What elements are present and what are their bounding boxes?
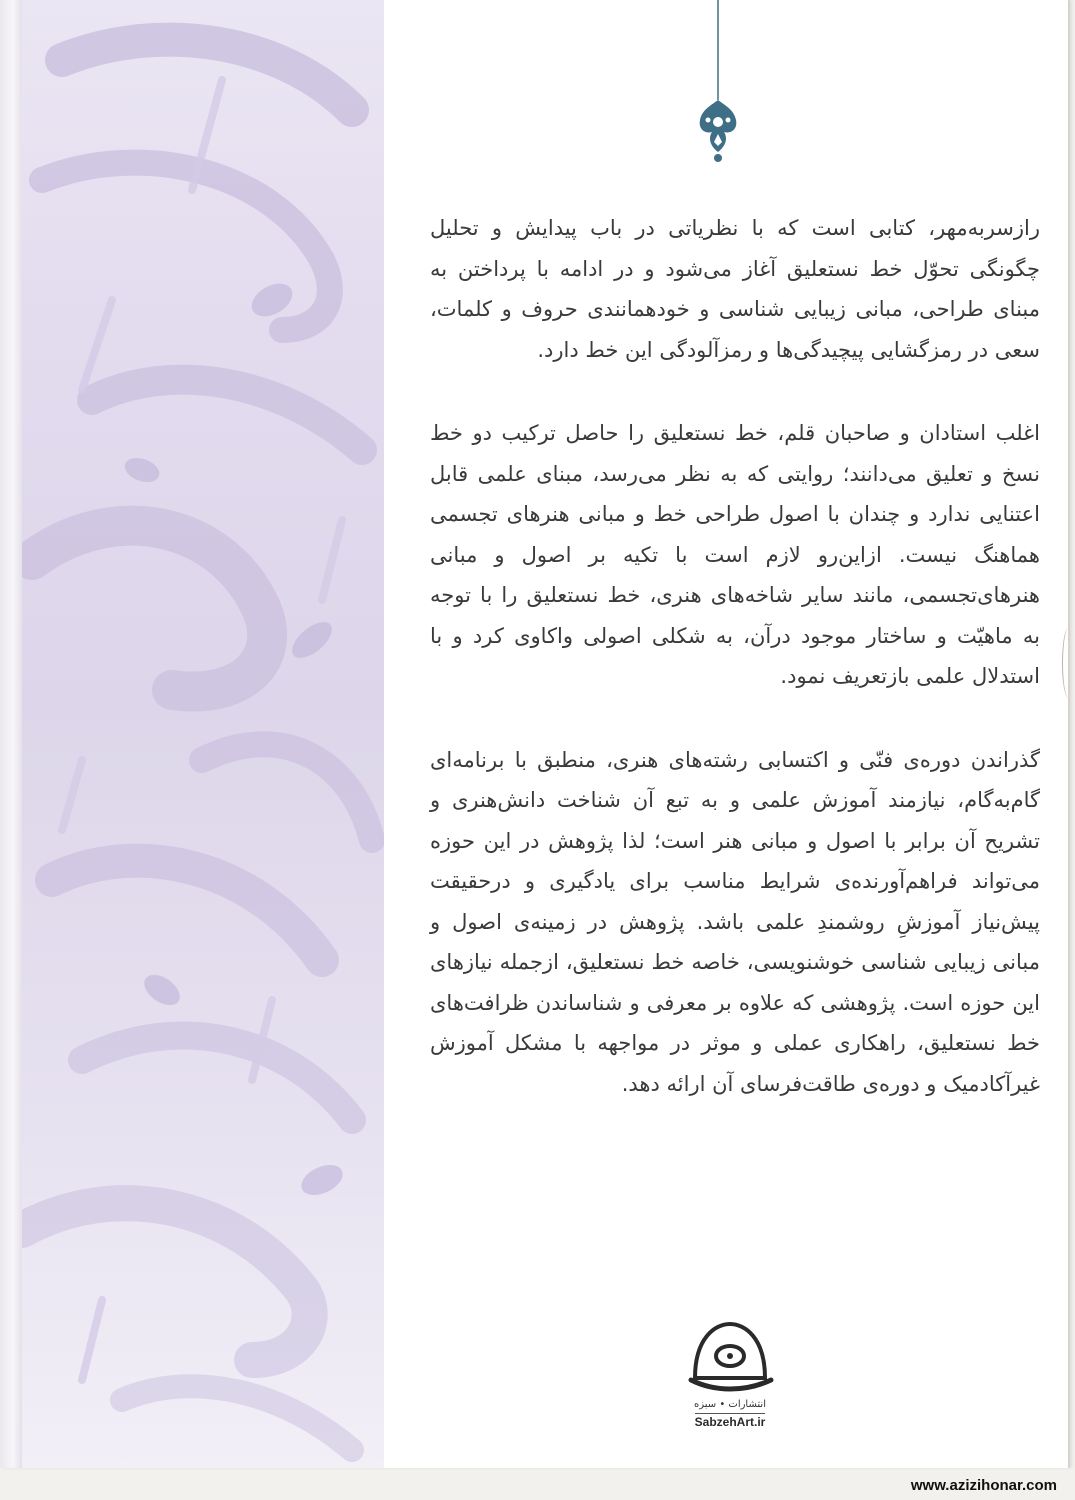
publisher-logo (680, 1318, 780, 1438)
publisher-name: انتشارات • سبزه (694, 1399, 766, 1410)
cover-description (430, 208, 1040, 1147)
paragraph-origins: اغلب استادان و صاحبان قلم، خط نستعلیق را حاصل ترکیب دو خط نسخ و تعلیق می‌دانند؛ روایتی که به نظر می‌رسد، مبنای علمی قابل اعتنایی ندارد و چندان با اصول طراحی خط و مبانی هنرهای تجسمی هماهنگ نیست. ازاین‌رو لازم است با تکیه بر اصول و مبانی هنرهای‌تجسمی، مانند سایر شاخه‌های هنری، خط نستعلیق را با توجه به ماهیّت و ساختار موجود درآن، به شکلی اصولی واکاوی کرد و با استدلال علمی بازتعریف نمود. (430, 421, 1040, 688)
calligraphy-panel (22, 0, 384, 1468)
watermark-url: www.azizihonar.com (910, 1477, 1057, 1494)
hanging-ornament-icon (688, 0, 748, 170)
calligraphy-strokes-illustration (22, 0, 384, 1468)
publisher-website: SabzehArt.ir (694, 1415, 766, 1429)
book-spine-edge (0, 0, 23, 1468)
page-edge-mark (1062, 628, 1070, 698)
paragraph-intro: رازسربه‌مهر، کتابی است که با نظریاتی در باب پیدایش و تحلیل چگونگی تحوّل خط نستعلیق آغاز می‌شود و در ادامه با پرداختن به مبنای طراحی، مبانی زیبایی شناسی و خودهمانندی حروف و کلمات، سعی در رمزگشایی پیچیدگی‌ها و رمزآلودگی این خط دارد. (430, 216, 1040, 362)
paragraph-education: گذراندن دوره‌ی فنّی و اکتسابی رشته‌های هنری، منطبق با برنامه‌ای گام‌به‌گام، نیازمند آموزش علمی و به تبع آن شناخت دانش‌هنری و تشریح آن برابر با اصول و مبانی هنر است؛ لذا پژوهش در این حوزه می‌تواند فراهم‌آورنده‌ی شرایط مناسب برای یادگیری و درحقیقت پیش‌نیاز آموزشِ روشمندِ علمی باشد. پژوهش در زمینه‌ی اصول و مبانی زیبایی شناسی خوشنویسی، خاصه خط نستعلیق، ازجمله نیازهای این حوزه است. پژوهشی که علاوه بر معرفی و شناساندن ظرافت‌های خط نستعلیق، راهکاری عملی و موثر در مواجهه با مشکل آموزش غیرآکادمیک و دوره‌ی طاقت‌فرسای آن ارائه دهد. (430, 747, 1040, 1096)
publisher-logo-icon (685, 1318, 775, 1396)
